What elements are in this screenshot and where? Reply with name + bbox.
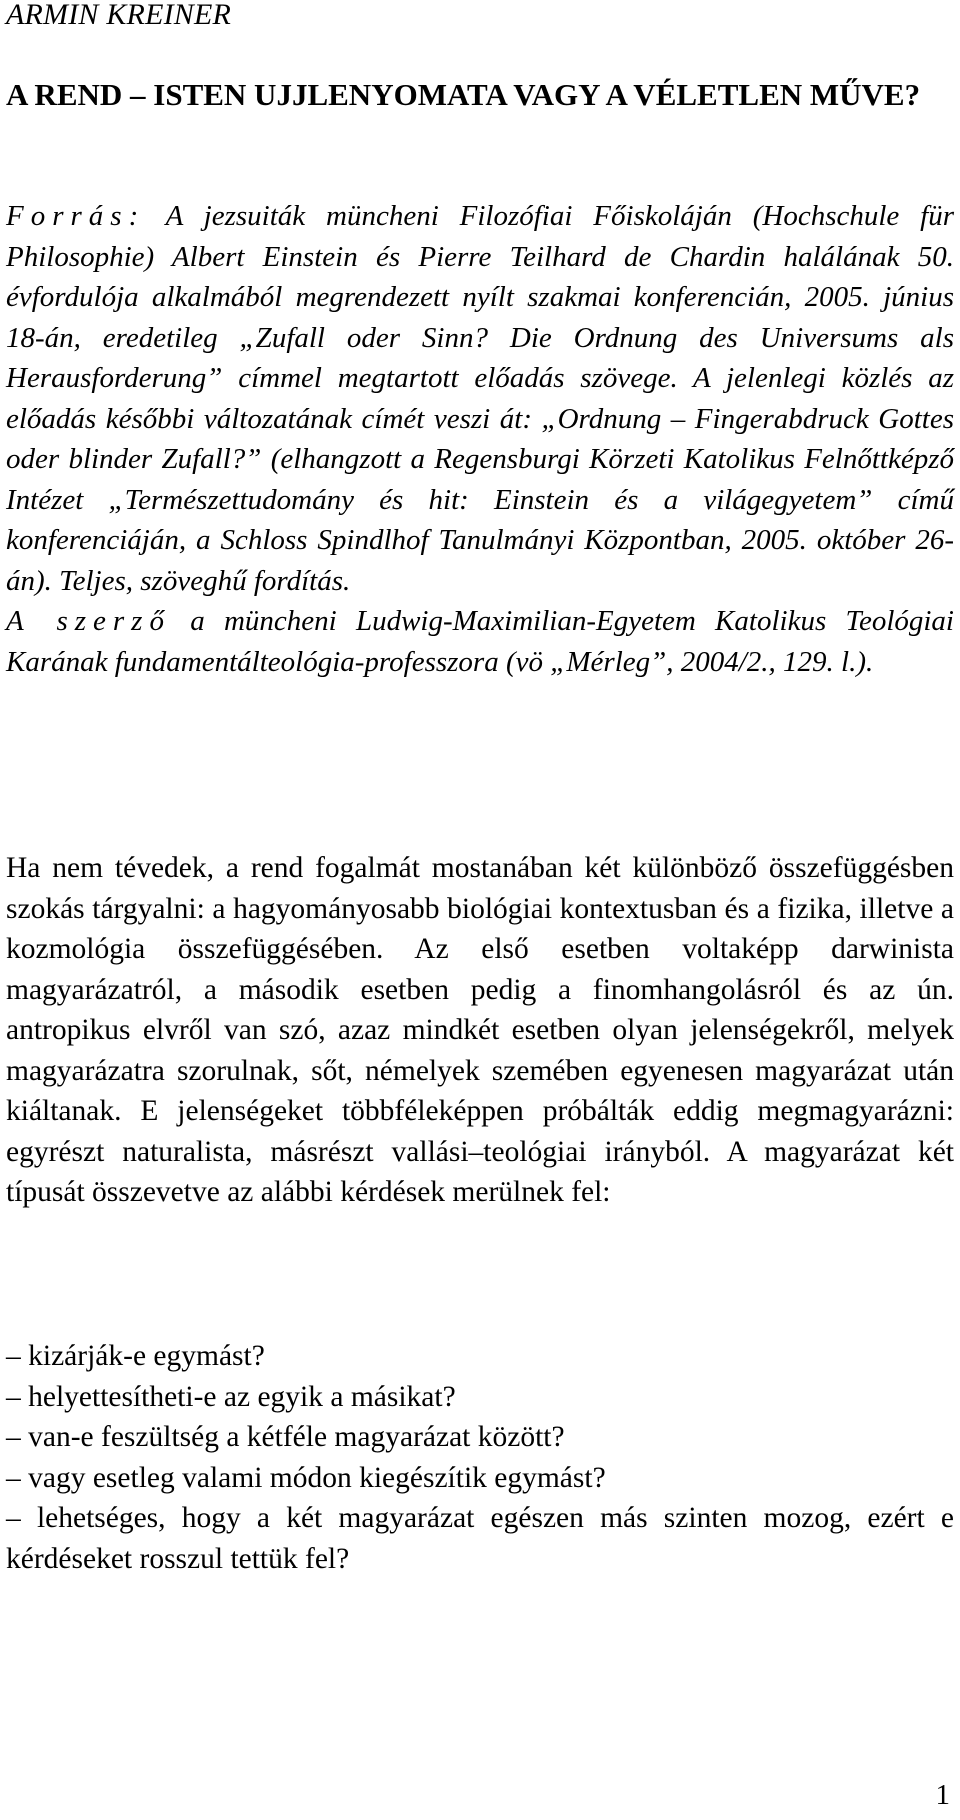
body-paragraph: Ha nem tévedek, a rend fogalmát mostanában két különböző összefüggésben szokás tárgyalni: a hagyományosabb biológiai kontextusban és a fizika, illetve a kozmológia összefüggésében. Az első esetben voltaképp darwinista magyarázatról, a második esetben pedig a finomhangolásról és az ún. antropikus elvről van szó, azaz mindkét esetben olyan jelenségekről, melyek magyarázatra szorulnak, sőt, némelyek szemében egyenesen magyarázat után kiáltanak. E jelenségeket többféleképpen próbálták eddig megmagyarázni: egyrészt naturalista, másrészt vallási–teológiai irányból. A magyarázat két típusát összevetve az alábbi kérdések merülnek fel: <box>6 852 954 1208</box>
list-item: – van-e feszültség a kétféle magyarázat között? <box>6 1421 565 1453</box>
page-number: 1 <box>935 1779 950 1811</box>
author-name: ARMIN KREINER <box>6 0 232 31</box>
list-item: – vagy esetleg valami módon kiegészítik egymást? <box>6 1461 606 1494</box>
source-label: Forrás: <box>6 200 146 232</box>
list-item: – helyettesítheti-e az egyik a másikat? <box>6 1380 456 1413</box>
question-list <box>6 1336 954 1579</box>
source-note <box>6 196 954 682</box>
list-item: – kizárják-e egymást? <box>6 1340 265 1372</box>
author-note-text: a müncheni Ludwig-Maximilian-Egyetem Katolikus Teológiai Karának fundamentálteológia-professzora (vö „Mérleg”, 2004/2., 129. l.). <box>6 605 954 678</box>
document-page <box>6 0 954 1820</box>
article-title: A REND – ISTEN UJJLENYOMATA VAGY A VÉLETLEN MŰVE? <box>6 77 921 112</box>
author-note-label: A szerző <box>6 605 171 637</box>
source-text: A jezsuiták müncheni Filozófiai Főiskoláján (Hochschule für Philosophie) Albert Einstein és Pierre Teilhard de Chardin halálának 50. évfordulója alkalmából megrendezett nyílt szakmai konferencián, 2005. június 18-án, eredetileg „Zufall oder Sinn? Die Ordnung des Universums als Herausforderung” címmel megtartott előadás szövege. A jelenlegi közlés az előadás későbbi változatának címét veszi át: „Ordnung – Fingerabdruck Gottes oder blinder Zufall?” (elhangzott a Regensburgi Körzeti Katolikus Felnőttképző Intézet „Természettudomány és hit: Einstein és a világegyetem” című konferenciáján, a Schloss Spindlhof Tanulmányi Központban, 2005. október 26-án). Teljes, szöveghű fordítás. <box>6 200 954 597</box>
list-item: – lehetséges, hogy a két magyarázat egészen más szinten mozog, ezért e kérdéseket rosszul tettük fel? <box>6 1502 954 1575</box>
